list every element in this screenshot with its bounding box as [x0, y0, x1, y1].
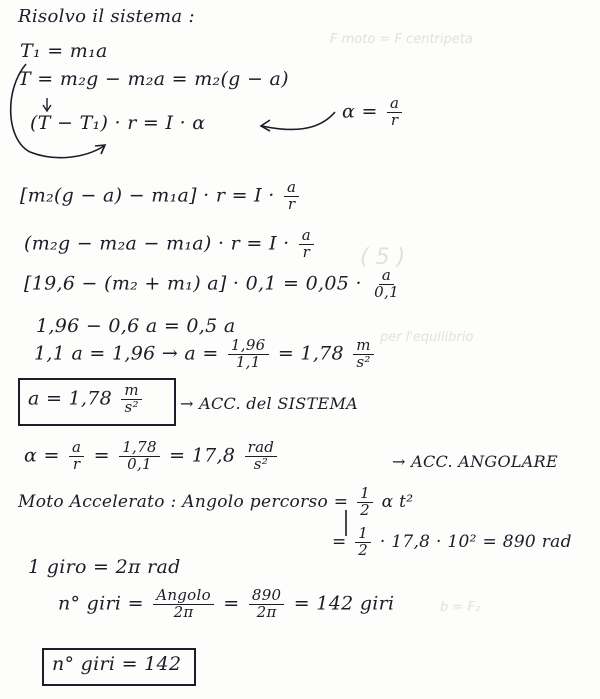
- angular-unit-num: rad: [245, 440, 278, 457]
- derivation-line-1-text: [m₂(g − a) − m₁a] · r = I ·: [20, 184, 275, 207]
- derivation-line-5-unit-num: m: [353, 338, 374, 355]
- motion-half-num-2: 1: [355, 526, 371, 543]
- angular-acceleration: α = $\frac{a}{r}$ = $\frac{1,78}{0,1}$ = 17,8 $\frac{\text{rad}}{\text{s²}}$: [24, 440, 280, 473]
- one-turn-definition: 1 giro = 2π rad: [28, 556, 181, 578]
- angular-fraction-1-den: r: [72, 454, 81, 473]
- turn-count-value: = 142 giri: [293, 592, 395, 615]
- angular-fraction-2-num: 1,78: [119, 440, 160, 457]
- motion-half-den-2: 2: [358, 540, 369, 559]
- derivation-line-3-den: 0,1: [374, 282, 399, 301]
- derivation-line-5-num: 1,96: [228, 338, 269, 355]
- alpha-fraction-num: a: [387, 96, 402, 113]
- derivation-line-1-den: r: [287, 194, 296, 213]
- derivation-line-1-num: a: [284, 180, 299, 197]
- turn-count-lhs: n° giri =: [58, 592, 144, 615]
- angular-unit-den: s²: [253, 454, 269, 473]
- motion-line-1-tail: α t²: [381, 491, 414, 512]
- header-text: Risolvo il sistema :: [18, 6, 195, 27]
- angular-fraction-2-den: 0,1: [127, 454, 152, 473]
- turn-count-eq: =: [223, 592, 240, 615]
- alpha-substitution-lhs: α =: [342, 100, 378, 123]
- derivation-line-5-den: 1,1: [235, 352, 261, 371]
- derivation-line-3-num: a: [379, 268, 394, 285]
- turn-count-den-1: 2π: [173, 602, 194, 621]
- equation-tension-2: T = m₂g − m₂a = m₂(g − a): [18, 68, 289, 90]
- angular-note: → ACC. ANGOLARE: [392, 452, 558, 471]
- result-acceleration-unit-num: m: [121, 383, 142, 400]
- derivation-line-4: 1,96 − 0,6 a = 0,5 a: [36, 315, 236, 337]
- angular-fraction-1-num: a: [69, 440, 84, 457]
- motion-half-den: 2: [360, 500, 370, 519]
- equation-tension-1: T₁ = m₁a: [20, 40, 108, 62]
- motion-half-num: 1: [357, 486, 373, 503]
- loop-arrow-left: [11, 64, 104, 158]
- bleed-through-writing: ( 5 ): [360, 245, 406, 270]
- arrow-alpha-head: [261, 120, 270, 131]
- result-acceleration-text: a = 1,78: [28, 387, 113, 410]
- derivation-line-5-text: 1,1 a = 1,96 → a =: [34, 342, 219, 365]
- arrow-alpha-to-torque: [262, 112, 335, 129]
- alpha-fraction-den: r: [390, 110, 399, 129]
- turn-count-num-1: Angolo: [153, 588, 214, 605]
- turn-count-num-2: 890: [249, 588, 285, 605]
- angular-value: = 17,8: [169, 444, 236, 467]
- result-acceleration-unit-den: s²: [124, 397, 139, 416]
- angular-acceleration-lhs: α =: [24, 444, 60, 467]
- bleed-through-writing: per l'equilibrio: [380, 330, 474, 345]
- equation-torque: (T − T₁) · r = I · α: [30, 112, 206, 134]
- derivation-line-2-den: r: [302, 242, 311, 261]
- derivation-line-2-text: (m₂g − m₂a − m₁a) · r = I ·: [24, 232, 290, 255]
- derivation-line-2-num: a: [299, 228, 314, 245]
- bleed-through-writing: b = F₂: [440, 600, 481, 615]
- derivation-line-5-value: = 1,78: [277, 342, 344, 365]
- bleed-through-writing: F moto = F centripeta: [330, 32, 473, 47]
- motion-line-2-pre: =: [332, 531, 347, 552]
- turn-count-den-2: 2π: [256, 602, 277, 621]
- derivation-line-5-unit-den: s²: [356, 352, 371, 371]
- result-acceleration-note: → ACC. del SISTEMA: [180, 394, 358, 413]
- derivation-line-3-text: [19,6 − (m₂ + m₁) a] · 0,1 = 0,05 ·: [24, 272, 362, 295]
- motion-line-1-text: Moto Accelerato : Angolo percorso =: [18, 491, 349, 512]
- result-turns: n° giri = 142: [52, 653, 182, 675]
- motion-line-2-tail: · 17,8 · 10² = 890 rad: [379, 531, 572, 552]
